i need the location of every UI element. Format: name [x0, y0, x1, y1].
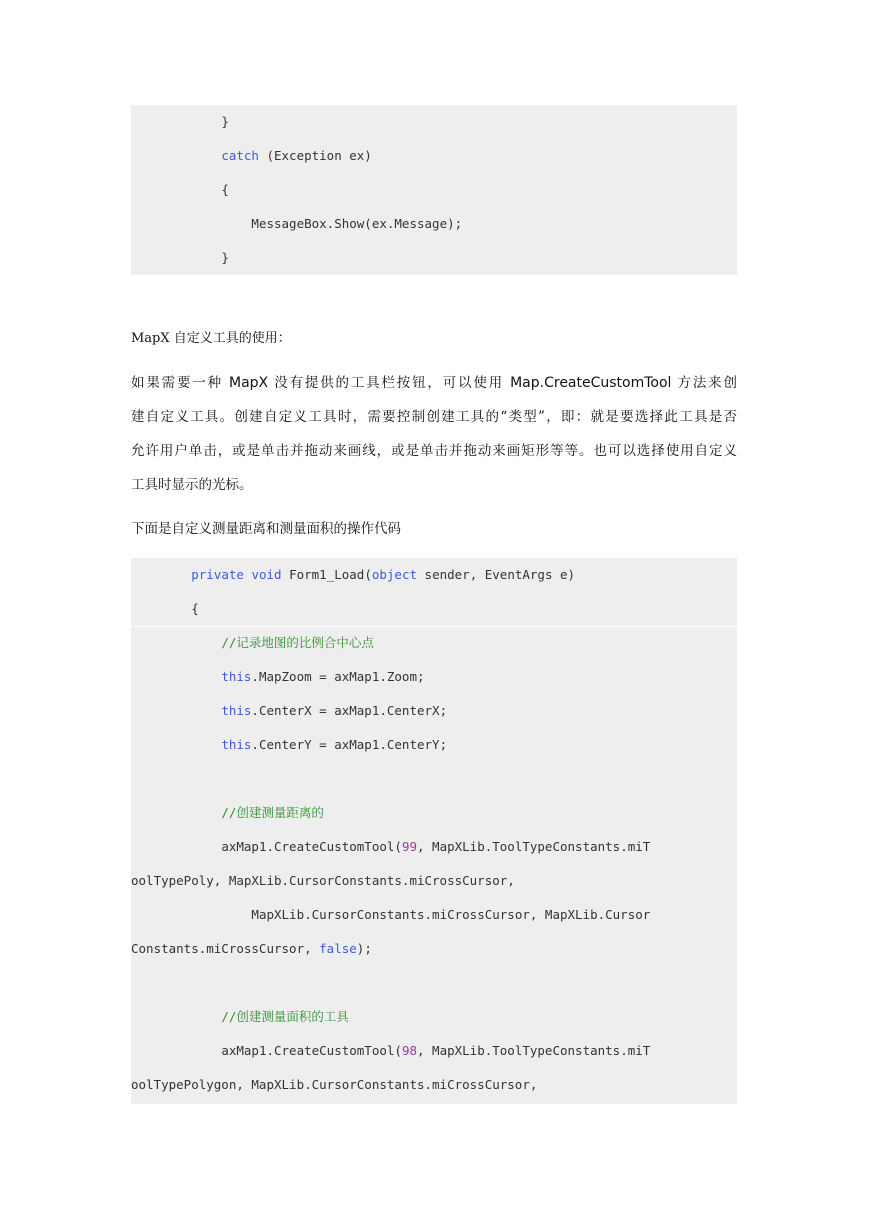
code-line: oolTypePoly, MapXLib.CursorConstants.miCrossCursor,: [131, 873, 515, 888]
paragraph-line: 工具时显示的光标。: [131, 477, 253, 493]
intro-paragraph: [131, 366, 737, 502]
code-line: this.CenterX = axMap1.CenterX;: [221, 703, 448, 718]
code-line: this.CenterY = axMap1.CenterY;: [221, 737, 448, 752]
code-line: {: [191, 601, 199, 616]
code-line: {: [221, 182, 229, 197]
code-line: private void Form1_Load(object sender, EventArgs e): [191, 567, 576, 582]
paragraph-line: 建自定义工具。创建自定义工具时，需要控制创建工具的“类型”，即：就是要选择此工具是否: [131, 409, 737, 425]
code-line: }: [221, 250, 229, 265]
code-line: catch (Exception ex): [221, 148, 372, 163]
code-line: //记录地图的比例合中心点: [221, 635, 374, 650]
code-line: MapXLib.CursorConstants.miCrossCursor, MapXLib.Cursor: [251, 907, 651, 922]
code-line: }: [221, 114, 229, 129]
paragraph-line: 允许用户单击，或是单击并拖动来画线，或是单击并拖动来画矩形等等。也可以选择使用自定义: [131, 443, 737, 459]
code-line: oolTypePolygon, MapXLib.CursorConstants.miCrossCursor,: [131, 1077, 538, 1092]
code-line: axMap1.CreateCustomTool(99, MapXLib.ToolTypeConstants.miT: [221, 839, 651, 854]
code-line: this.MapZoom = axMap1.Zoom;: [221, 669, 425, 684]
code-block-try-catch: [131, 105, 737, 275]
code-line: axMap1.CreateCustomTool(98, MapXLib.ToolTypeConstants.miT: [221, 1043, 651, 1058]
code-intro-paragraph: 下面是自定义测量距离和测量面积的操作代码: [131, 521, 401, 537]
code-line: Constants.miCrossCursor, false);: [131, 941, 372, 956]
section-heading: MapX 自定义工具的使用：: [131, 331, 291, 346]
code-line: //创建测量距离的: [221, 805, 324, 820]
code-line: //创建测量面积的工具: [221, 1009, 349, 1024]
paragraph-line: 如果需要一种 MapX 没有提供的工具栏按钮，可以使用 Map.CreateCustomTool 方法来创: [131, 375, 737, 391]
code-line: MessageBox.Show(ex.Message);: [251, 216, 463, 231]
code-block-form-load: [131, 558, 737, 1104]
